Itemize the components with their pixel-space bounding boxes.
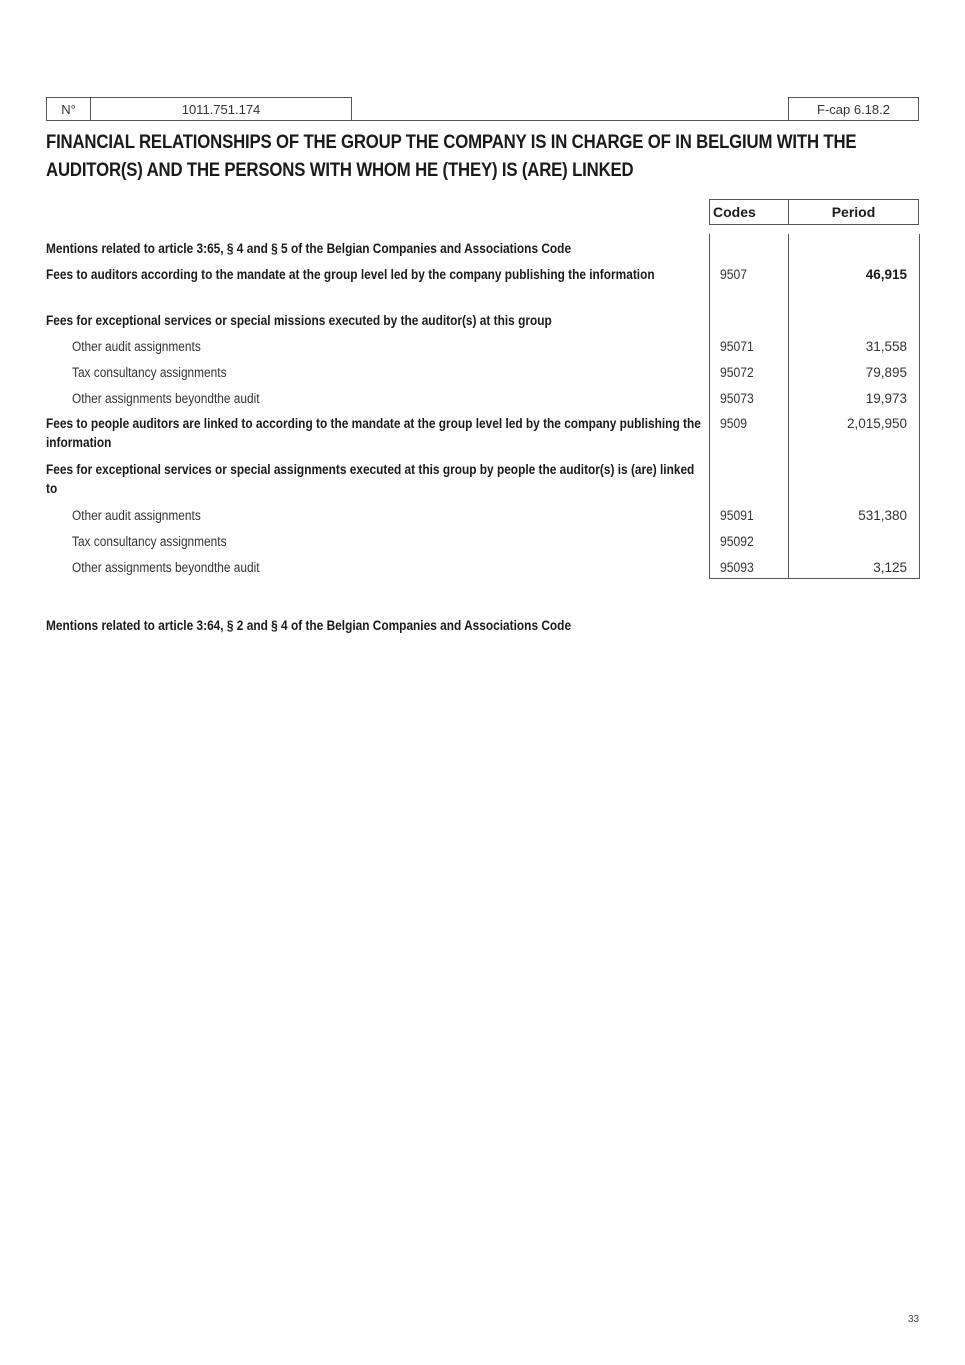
company-number bbox=[90, 97, 352, 121]
row-label: Fees for exceptional services or special missions executed by the auditor(s) at this group bbox=[46, 313, 552, 328]
table-bottom-border bbox=[709, 578, 920, 579]
row-label: Other assignments beyondthe audit bbox=[72, 391, 260, 406]
header-divider bbox=[352, 120, 788, 121]
table-column-divider bbox=[788, 234, 789, 579]
row-value: 3,125 bbox=[873, 560, 907, 575]
row-value: 19,973 bbox=[865, 391, 907, 406]
page-number: 33 bbox=[908, 1314, 920, 1325]
row-value: 531,380 bbox=[858, 508, 907, 523]
row-label: Tax consultancy assignments bbox=[72, 534, 227, 549]
column-header-period: Period bbox=[788, 199, 919, 225]
column-header-codes: Codes bbox=[709, 199, 789, 225]
row-code: 95092 bbox=[720, 534, 754, 549]
row-code: 95072 bbox=[720, 365, 754, 380]
row-label: Other audit assignments bbox=[72, 339, 201, 354]
row-code: 9509 bbox=[720, 416, 748, 431]
form-code bbox=[788, 97, 919, 121]
row-label: Fees to people auditors are linked to according to the mandate at the group level led by the company publishing the information bbox=[46, 416, 701, 450]
page-title: FINANCIAL RELATIONSHIPS OF THE GROUP THE COMPANY IS IN CHARGE OF IN BELGIUM WITH THE AUDITOR(S) AND THE PERSONS WITH WHOM HE (THEY) IS (ARE) LINKED bbox=[46, 131, 857, 181]
form-code-text: F-cap 6.18.2 bbox=[817, 101, 890, 117]
row-code: 9507 bbox=[720, 267, 748, 282]
row-label: Mentions related to article 3:65, § 4 and § 5 of the Belgian Companies and Associations Code bbox=[46, 241, 572, 256]
row-code: 95071 bbox=[720, 339, 754, 354]
row-value: 79,895 bbox=[865, 365, 907, 380]
row-label: Other audit assignments bbox=[72, 508, 201, 523]
row-code: 95093 bbox=[720, 560, 754, 575]
table-right-border bbox=[919, 234, 920, 579]
number-label-text: N° bbox=[61, 101, 76, 117]
row-label: Other assignments beyondthe audit bbox=[72, 560, 260, 575]
row-value: 2,015,950 bbox=[846, 416, 907, 431]
table-left-border bbox=[709, 234, 710, 579]
section-heading: Mentions related to article 3:64, § 2 and § 4 of the Belgian Companies and Associations Code bbox=[46, 618, 572, 633]
row-value: 46,915 bbox=[865, 267, 907, 282]
row-label: Fees to auditors according to the mandate at the group level led by the company publishing the information bbox=[46, 267, 655, 282]
row-label: Fees for exceptional services or special assignments executed at this group by people the auditor(s) is (are) linked to bbox=[46, 462, 695, 496]
row-label: Tax consultancy assignments bbox=[72, 365, 227, 380]
company-number-text: 1011.751.174 bbox=[181, 101, 261, 117]
row-code: 95091 bbox=[720, 508, 754, 523]
number-label bbox=[46, 97, 91, 121]
row-value: 31,558 bbox=[865, 339, 907, 354]
row-code: 95073 bbox=[720, 391, 754, 406]
